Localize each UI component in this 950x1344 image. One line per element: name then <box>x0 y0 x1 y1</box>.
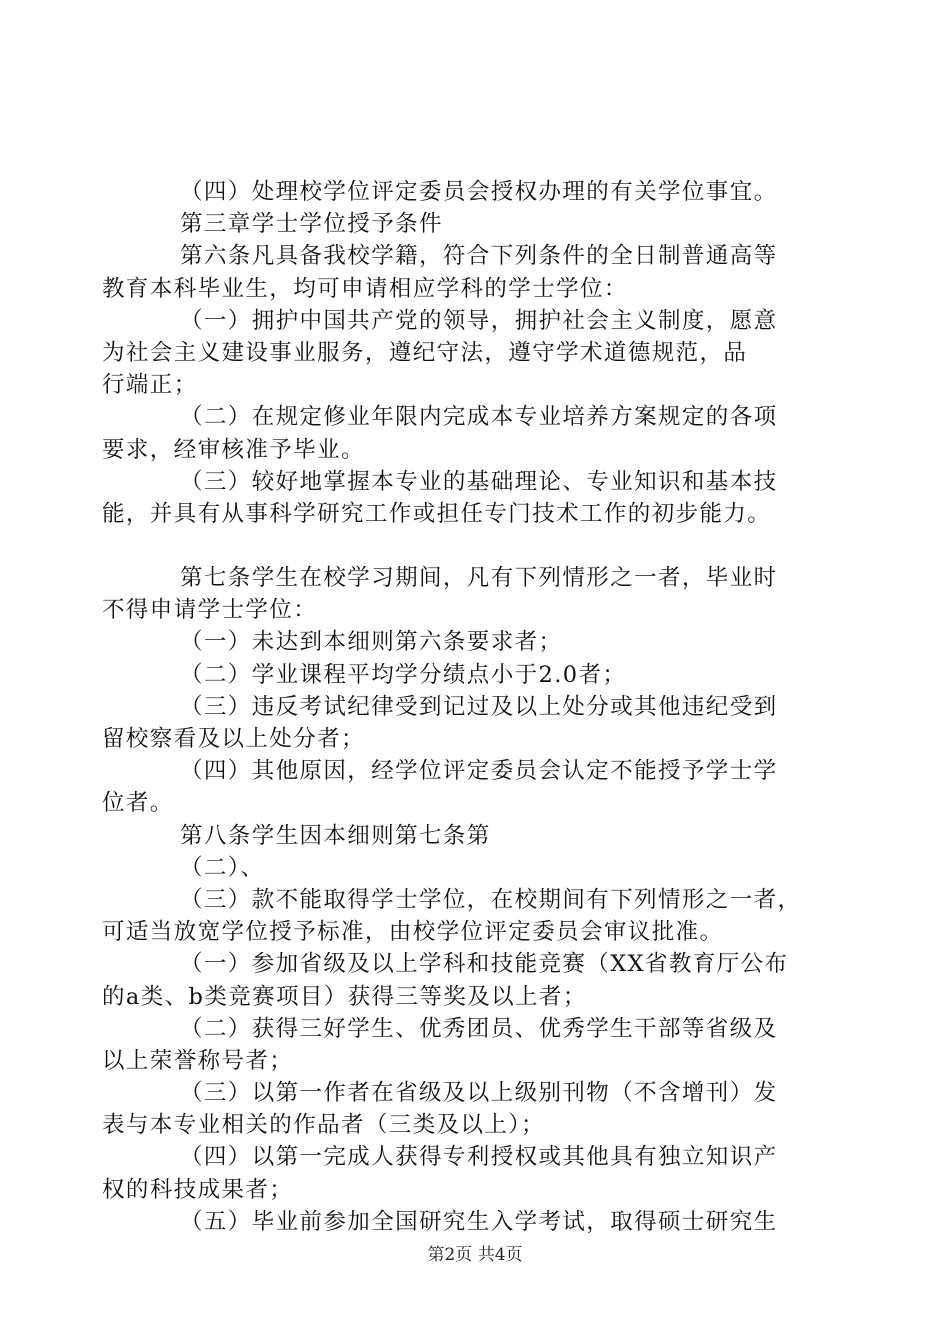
paragraph-line: （二）学业课程平均学分绩点小于2.0者； <box>180 661 627 688</box>
paragraph-line: （四）其他原因，经学位评定委员会认定不能授予学士学 <box>180 758 778 785</box>
paragraph-gap <box>102 530 862 562</box>
paragraph-line: 以上荣誉称号者； <box>102 1047 294 1074</box>
paragraph-line: 教育本科毕业生，均可申请相应学科的学士学位： <box>102 275 628 302</box>
paragraph-line: 位者。 <box>102 790 174 817</box>
paragraph-line: 为社会主义建设事业服务，遵纪守法，遵守学术道德规范，品 <box>102 339 748 366</box>
paragraph-line: （三）较好地掌握本专业的基础理论、专业知识和基本技 <box>180 468 778 495</box>
paragraph-line: （四）以第一完成人获得专利授权或其他具有独立知识产 <box>180 1144 778 1171</box>
paragraph-line: （一）参加省级及以上学科和技能竞赛（XX省教育厅公布 <box>180 951 789 978</box>
paragraph-line: （二）获得三好学生、优秀团员、优秀学生干部等省级及 <box>180 1015 778 1042</box>
paragraph-line: 第七条学生在校学习期间，凡有下列情形之一者，毕业时 <box>180 565 778 592</box>
paragraph-line: （二）、 <box>180 854 265 881</box>
paragraph-line: （三）款不能取得学士学位，在校期间有下列情形之一者， <box>180 886 802 913</box>
paragraph-line: 第八条学生因本细则第七条第 <box>180 822 491 849</box>
paragraph-line: 权的科技成果者； <box>102 1176 294 1203</box>
paragraph-line: 能，并具有从事科学研究工作或担任专门技术工作的初步能力。 <box>102 500 772 527</box>
paragraph-line: 可适当放宽学位授予标准，由校学位评定委员会审议批准。 <box>102 919 724 946</box>
paragraph-line: 留校察看及以上处分者； <box>102 726 365 752</box>
paragraph-line: 要求，经审核准予毕业。 <box>102 436 365 463</box>
paragraph-line: （一）拥护中国共产党的领导，拥护社会主义制度，愿意 <box>180 307 778 334</box>
paragraph-line: （三）以第一作者在省级及以上级别刊物（不含增刊）发 <box>180 1080 778 1107</box>
paragraph-line: （一）未达到本细则第六条要求者； <box>180 629 563 656</box>
page-number-footer: 第2页 共4页 <box>427 1245 523 1265</box>
paragraph-line: （二）在规定修业年限内完成本专业培养方案规定的各项 <box>180 404 778 431</box>
paragraph-line: 第六条凡具备我校学籍，符合下列条件的全日制普通高等 <box>180 243 778 270</box>
paragraph-line: 表与本专业相关的作品者（三类及以上）； <box>102 1112 545 1139</box>
paragraph-line: 行端正； <box>102 372 198 399</box>
paragraph-line: 的a类、b类竞赛项目）获得三等奖及以上者； <box>102 983 587 1010</box>
paragraph-line: （五）毕业前参加全国研究生入学考试，取得硕士研究生 <box>180 1208 778 1235</box>
paragraph-line: （四）处理校学位评定委员会授权办理的有关学位事宜。 <box>180 179 778 205</box>
chapter-heading: 第三章学士学位授予条件 <box>180 211 443 238</box>
paragraph-line: 不得申请学士学位： <box>102 597 318 624</box>
paragraph-line: （三）违反考试纪律受到记过及以上处分或其他违纪受到 <box>180 693 778 720</box>
document-body <box>102 176 862 1238</box>
